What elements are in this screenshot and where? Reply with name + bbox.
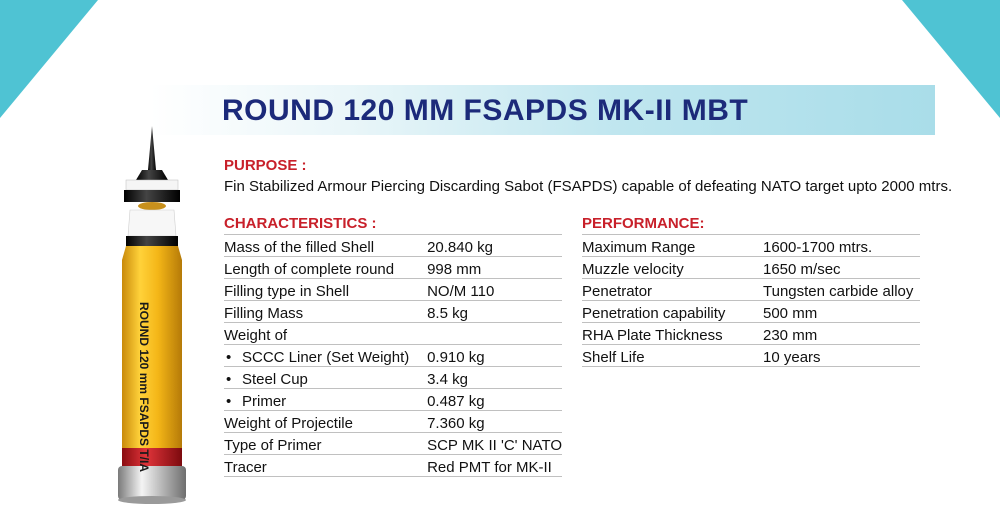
row-label: Tracer <box>224 455 427 477</box>
row-label: Length of complete round <box>224 257 427 279</box>
row-value: 998 mm <box>427 257 562 279</box>
row-label: Weight of Projectile <box>224 411 427 433</box>
row-label <box>224 367 427 389</box>
table-row <box>224 257 562 279</box>
row-label: Penetrator <box>582 279 763 301</box>
bullet-icon: • <box>226 349 232 366</box>
table-row <box>224 367 562 389</box>
shell-stencil-text: ROUND 120 mm FSAPDS T/IA <box>137 302 151 473</box>
row-value: 230 mm <box>763 323 920 345</box>
table-row <box>224 301 562 323</box>
row-label-text: Primer <box>242 393 287 410</box>
row-value: 10 years <box>763 345 920 367</box>
bullet-icon: • <box>226 371 232 388</box>
table-row <box>224 455 562 477</box>
corner-decoration-left <box>0 0 98 118</box>
table-row <box>582 235 920 257</box>
row-value: 1650 m/sec <box>763 257 920 279</box>
table-row <box>224 279 562 301</box>
row-label <box>224 389 427 411</box>
characteristics-table <box>224 234 562 477</box>
row-value <box>427 323 562 345</box>
purpose-heading: PURPOSE : <box>224 157 307 174</box>
page-title: ROUND 120 MM FSAPDS MK-II MBT <box>222 94 749 127</box>
row-label: RHA Plate Thickness <box>582 323 763 345</box>
row-value: NO/M 110 <box>427 279 562 301</box>
row-label: Filling type in Shell <box>224 279 427 301</box>
characteristics-heading: CHARACTERISTICS : <box>224 215 377 232</box>
row-label: Weight of <box>224 323 427 345</box>
table-row <box>224 389 562 411</box>
row-label: Maximum Range <box>582 235 763 257</box>
table-row <box>224 345 562 367</box>
table-row <box>224 235 562 257</box>
ammunition-round-image <box>112 126 192 506</box>
table-row <box>224 411 562 433</box>
row-value: 1600-1700 mtrs. <box>763 235 920 257</box>
purpose-text: Fin Stabilized Armour Piercing Discarding Sabot (FSAPDS) capable of defeating NATO target upto 2000 mtrs. <box>224 178 953 195</box>
row-label: Penetration capability <box>582 301 763 323</box>
row-value: 20.840 kg <box>427 235 562 257</box>
table-row <box>582 257 920 279</box>
table-row <box>582 323 920 345</box>
row-label: Shelf Life <box>582 345 763 367</box>
row-label: Type of Primer <box>224 433 427 455</box>
table-row <box>224 433 562 455</box>
performance-table <box>582 234 920 367</box>
row-value: SCP MK II 'C' NATO <box>427 433 562 455</box>
row-label: Muzzle velocity <box>582 257 763 279</box>
performance-heading: PERFORMANCE: <box>582 215 705 232</box>
row-value: Tungsten carbide alloy <box>763 279 920 301</box>
row-value: 7.360 kg <box>427 411 562 433</box>
bullet-icon: • <box>226 393 232 410</box>
row-label-text: SCCC Liner (Set Weight) <box>242 349 410 366</box>
row-value: 500 mm <box>763 301 920 323</box>
table-row <box>582 279 920 301</box>
row-label-text: Steel Cup <box>242 371 308 388</box>
row-value: 3.4 kg <box>427 367 562 389</box>
table-row <box>582 301 920 323</box>
row-label <box>224 345 427 367</box>
table-row <box>224 323 562 345</box>
table-row <box>582 345 920 367</box>
row-value: 8.5 kg <box>427 301 562 323</box>
row-value: Red PMT for MK-II <box>427 455 562 477</box>
row-value: 0.487 kg <box>427 389 562 411</box>
row-value: 0.910 kg <box>427 345 562 367</box>
row-label: Filling Mass <box>224 301 427 323</box>
row-label: Mass of the filled Shell <box>224 235 427 257</box>
